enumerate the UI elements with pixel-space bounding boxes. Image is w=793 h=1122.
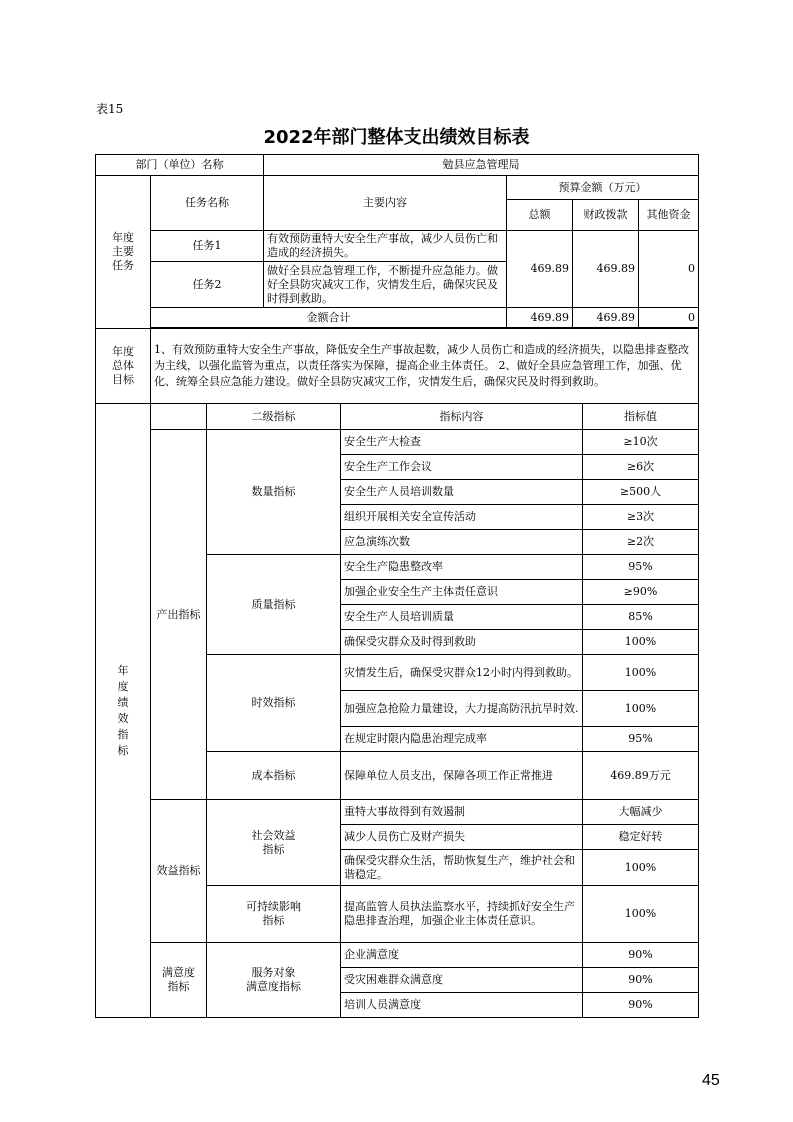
quality-label: 质量指标 [207, 555, 341, 655]
task-fiscal: 469.89 [573, 231, 639, 308]
col-task-name: 任务名称 [151, 176, 264, 231]
indicator-value: 90% [583, 943, 699, 968]
indicator-content: 在规定时限内隐患治理完成率 [341, 727, 583, 752]
indicator-value: 100% [583, 691, 699, 727]
indicator-content: 安全生产隐患整改率 [341, 555, 583, 580]
indicator-value: 大幅减少 [583, 800, 699, 825]
indicator-value: 90% [583, 993, 699, 1018]
indicator-content: 安全生产人员培训质量 [341, 605, 583, 630]
col-total: 总额 [507, 200, 573, 231]
indicator-value: 95% [583, 555, 699, 580]
output-label: 产出指标 [151, 430, 207, 800]
indicator-content: 重特大事故得到有效遏制 [341, 800, 583, 825]
table-number: 表15 [96, 102, 124, 116]
dept-value: 勉县应急管理局 [264, 155, 699, 176]
header-blank-cell [151, 404, 207, 430]
indicator-content: 灾情发生后，确保受灾群众12小时内得到救助。 [341, 655, 583, 691]
col-main-content: 主要内容 [264, 176, 507, 231]
indicator-content: 安全生产人员培训数量 [341, 480, 583, 505]
task-other: 0 [639, 231, 699, 308]
col-fiscal: 财政拨款 [573, 200, 639, 231]
indicator-value: ≥3次 [583, 505, 699, 530]
indicator-content: 加强应急抢险力量建设，大力提高防汛抗旱时效. [341, 691, 583, 727]
col-value: 指标值 [583, 404, 699, 430]
tasks-section-label: 年度 主要 任务 [96, 176, 151, 329]
task-total: 469.89 [507, 231, 573, 308]
indicator-content: 受灾困难群众满意度 [341, 968, 583, 993]
indicator-content: 组织开展相关安全宣传活动 [341, 505, 583, 530]
indicator-content: 提高监管人员执法监察水平，持续抓好安全生产隐患排查治理，加强企业主体责任意识。 [341, 886, 583, 943]
social-benefit-label: 社会效益 指标 [207, 800, 341, 886]
summary-table [95, 154, 699, 404]
indicator-value: ≥90% [583, 580, 699, 605]
indicator-value: 90% [583, 968, 699, 993]
indicators-table [95, 403, 699, 1018]
indicator-value: ≥6次 [583, 455, 699, 480]
quantity-label: 数量指标 [207, 430, 341, 555]
sum-label: 金额合计 [151, 308, 507, 328]
task-content: 有效预防重特大安全生产事故，减少人员伤亡和造成的经济损失。 [264, 231, 507, 262]
sustainable-label: 可持续影响 指标 [207, 886, 341, 943]
page-number: 45 [702, 1072, 720, 1089]
page-title: 2022年部门整体支出绩效目标表 [263, 127, 530, 148]
indicator-value: 100% [583, 886, 699, 943]
sum-fiscal: 469.89 [573, 308, 639, 328]
indicator-content: 企业满意度 [341, 943, 583, 968]
indicator-content: 培训人员满意度 [341, 993, 583, 1018]
col-content: 指标内容 [341, 404, 583, 430]
sum-total: 469.89 [507, 308, 573, 328]
indicator-content: 保障单位人员支出，保障各项工作正常推进 [341, 752, 583, 800]
indicator-content: 确保受灾群众生活，帮助恢复生产，维护社会和谐稳定。 [341, 850, 583, 886]
col-other: 其他资金 [639, 200, 699, 231]
benefit-label: 效益指标 [151, 800, 207, 943]
sum-other: 0 [639, 308, 699, 328]
satisfaction-label: 满意度 指标 [151, 943, 207, 1018]
indicator-value: ≥10次 [583, 430, 699, 455]
timeliness-label: 时效指标 [207, 655, 341, 752]
indicator-content: 应急演练次数 [341, 530, 583, 555]
indicator-value: ≥2次 [583, 530, 699, 555]
indicator-content: 确保受灾群众及时得到救助 [341, 630, 583, 655]
goal-text: 1、有效预防重特大安全生产事故，降低安全生产事故起数，减少人员伤亡和造成的经济损失，以隐患排查整改为主线，以强化监管为重点，以责任落实为保障，提高企业主体责任。 2、做好全县应急管理工作，加强、优化、统筹全县应急能力建设。做好全县防灾减灾工作，灾情发生后，确保灾民及时得到救助。 [151, 329, 699, 404]
dept-label: 部门（单位）名称 [96, 155, 264, 176]
indicator-value: 100% [583, 630, 699, 655]
indicator-value: 85% [583, 605, 699, 630]
indicator-content: 减少人员伤亡及财产损失 [341, 825, 583, 850]
indicators-section-label: 年 度 绩 效 指 标 [96, 404, 151, 1018]
indicator-value: 95% [583, 727, 699, 752]
indicator-value: 100% [583, 655, 699, 691]
task-content: 做好全县应急管理工作，不断提升应急能力。做好全县防灾减灾工作，灾情发生后，确保灾民及时得到救助。 [264, 262, 507, 308]
goal-section-label: 年度 总体 目标 [96, 329, 151, 404]
col-level2: 二级指标 [207, 404, 341, 430]
indicator-content: 安全生产大检查 [341, 430, 583, 455]
indicator-value: ≥500人 [583, 480, 699, 505]
cost-label: 成本指标 [207, 752, 341, 800]
service-satisfaction-label: 服务对象 满意度指标 [207, 943, 341, 1018]
task-name: 任务2 [151, 262, 264, 308]
indicator-content: 加强企业安全生产主体责任意识 [341, 580, 583, 605]
indicator-content: 安全生产工作会议 [341, 455, 583, 480]
col-budget: 预算金额（万元） [507, 176, 699, 200]
task-name: 任务1 [151, 231, 264, 262]
indicator-value: 稳定好转 [583, 825, 699, 850]
indicator-value: 469.89万元 [583, 752, 699, 800]
indicator-value: 100% [583, 850, 699, 886]
